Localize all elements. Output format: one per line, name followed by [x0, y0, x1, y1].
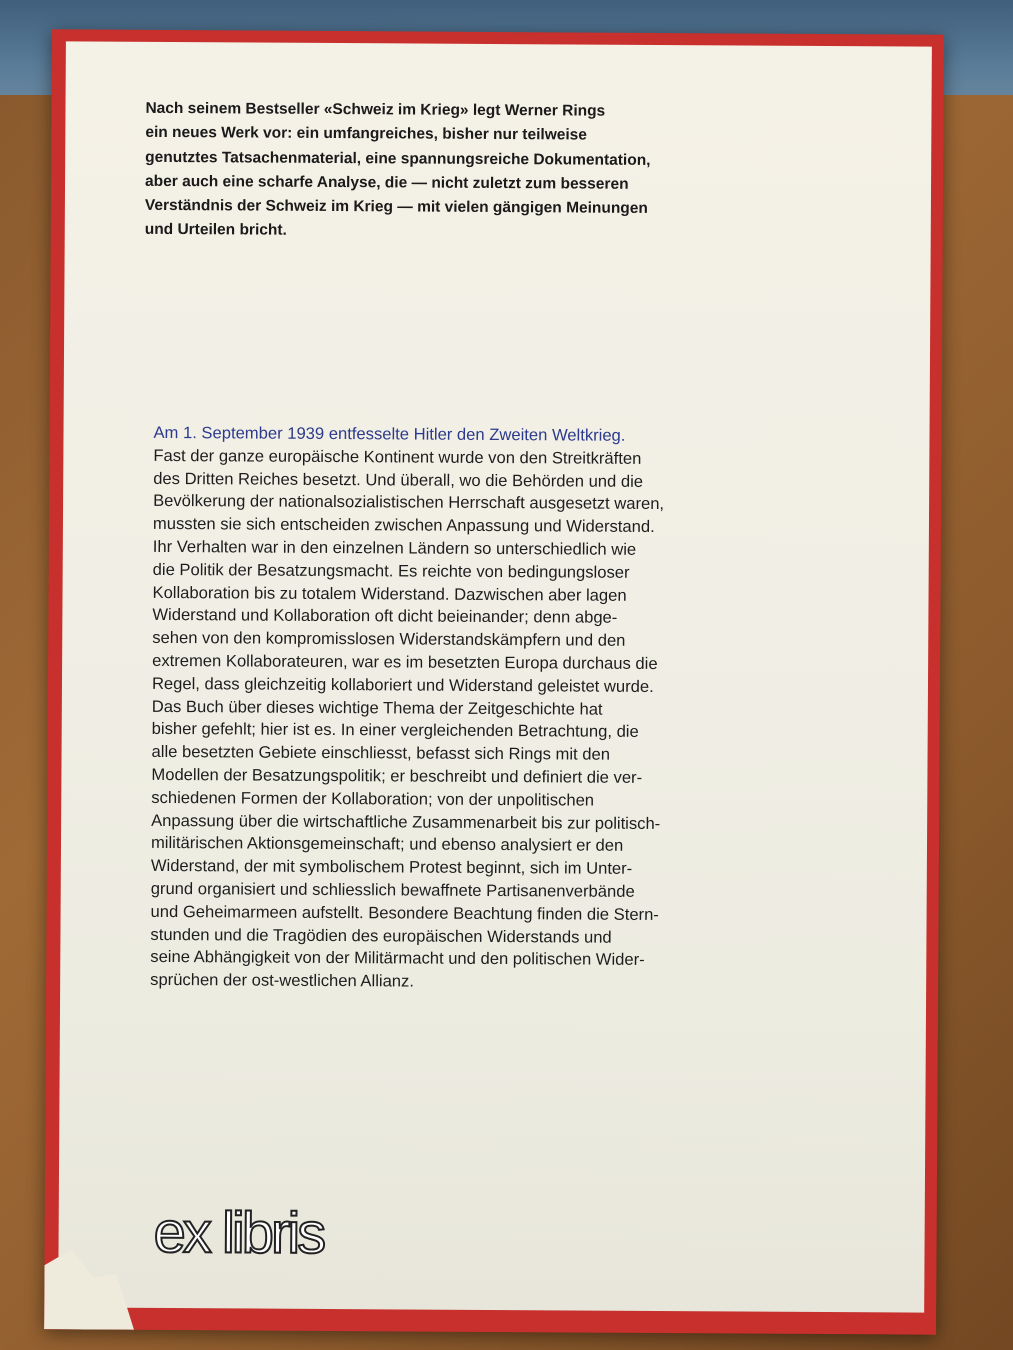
body-line: Anpassung über die wirtschaftliche Zusammenarbeit bis zur politisch- — [151, 810, 661, 833]
body-line: Regel, dass gleichzeitig kollaboriert und Widerstand geleistet wurde. — [151, 673, 654, 696]
body-line: die Politik der Besatzungsmacht. Es reichte von bedingungsloser — [152, 559, 630, 582]
body-line: grund organisiert und schliesslich bewaffnete Partisanenverbände — [150, 878, 635, 901]
top-blurb-line: und Urteilen bricht. — [144, 221, 287, 240]
body-line: Widerstand, der mit symbolischem Protest beginnt, sich im Unter- — [150, 856, 633, 878]
body-line: Bevölkerung der nationalsozialistischen Herrschaft ausgesetzt waren, — [153, 491, 665, 514]
torn-corner — [44, 1249, 134, 1330]
body-line: alle besetzten Gebiete einschliesst, befasst sich Rings mit den — [151, 742, 611, 764]
body-line: Widerstand und Kollaboration oft dicht beieinander; denn abge- — [152, 605, 618, 628]
body-line: sehen von den kompromisslosen Widerstandskämpfern und den — [152, 628, 626, 650]
jacket-back-cover — [58, 41, 932, 1312]
body-line: mussten sie sich entscheiden zwischen Anpassung und Widerstand. — [152, 514, 655, 537]
body-line: Fast der ganze europäische Kontinent wurde von den Streitkräften — [153, 445, 642, 468]
body-line: Kollaboration bis zu totalem Widerstand. Dazwischen aber lagen — [152, 582, 627, 605]
top-blurb-line: aber auch eine scharfe Analyse, die — nicht zuletzt zum besseren — [145, 172, 629, 193]
top-blurb-line: Nach seinem Bestseller «Schweiz im Krieg» legt Werner Rings — [145, 99, 606, 120]
book-jacket — [44, 29, 944, 1334]
body-line: Ihr Verhalten war in den einzelnen Ländern so unterschiedlich wie — [152, 536, 637, 559]
body-line: schiedenen Formen der Kollaboration; von der unpolitischen — [151, 787, 595, 810]
body-line: bisher gefehlt; hier ist es. In einer vergleichenden Betrachtung, die — [151, 719, 639, 742]
body-line: des Dritten Reiches besetzt. Und überall, wo die Behörden und die — [153, 468, 644, 491]
top-blurb-line: Verständnis der Schweiz im Krieg — mit vielen gängigen Meinungen — [144, 197, 648, 218]
top-blurb-line: ein neues Werk vor: ein umfangreiches, bisher nur teilweise — [145, 124, 588, 144]
body-line: militärischen Aktionsgemeinschaft; und ebenso analysiert er den — [150, 833, 624, 856]
body-blurb — [150, 422, 793, 996]
body-line: seine Abhängigkeit von der Militärmacht und den politischen Wider- — [150, 947, 645, 970]
body-line: stunden und die Tragödien des europäischen Widerstands und — [150, 924, 612, 947]
body-line: und Geheimarmeen aufstellt. Besondere Beachtung finden die Stern- — [150, 901, 659, 924]
publisher-logo: ex libris — [153, 1199, 324, 1266]
body-line: Modellen der Besatzungspolitik; er beschreibt und definiert die ver- — [151, 764, 643, 787]
body-line: Das Buch über dieses wichtige Thema der Zeitgeschichte hat — [151, 696, 603, 719]
top-blurb — [145, 97, 786, 247]
body-line: extremen Kollaborateuren, war es im besetzten Europa durchaus die — [152, 650, 658, 673]
body-line: Am 1. September 1939 entfesselte Hitler den Zweiten Weltkrieg. — [153, 422, 626, 445]
top-blurb-line: genutztes Tatsachenmaterial, eine spannungsreiche Dokumentation, — [145, 148, 651, 169]
body-line: sprüchen der ost-westlichen Allianz. — [150, 970, 415, 991]
